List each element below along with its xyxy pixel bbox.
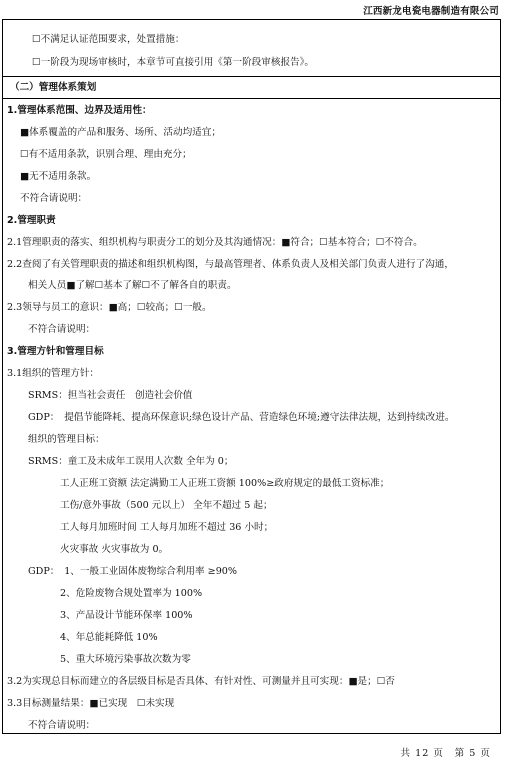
text-line: SRMS：担当社会责任 创造社会价值 <box>28 390 193 401</box>
text-line: 5、重大环境污染事故次数为零 <box>60 654 191 665</box>
text-line: 相关人员■了解☐基本了解☐不了解各自的职责。 <box>28 280 237 291</box>
text-line: ☐不满足认证范围要求，处置措施： <box>32 34 185 45</box>
section-heading: （二）管理体系策划 <box>10 82 97 93</box>
text-line: 工人正班工资额 法定满勤工人正班工资额 100%≥政府规定的最低工资标准； <box>60 478 390 489</box>
page-indicator: 共 12 页 第 5 页 <box>400 748 491 759</box>
text-line: GDP： 1、一般工业固体废物综合利用率 ≥90% <box>28 566 238 577</box>
text-line: 3、产品设计节能环保率 100% <box>60 610 193 621</box>
text-line: 4、年总能耗降低 10% <box>60 632 158 643</box>
text-line: SRMS：童工及未成年工误用人次数 全年为 0； <box>28 456 234 467</box>
divider-top <box>3 76 500 77</box>
report-frame <box>2 19 501 734</box>
text-line: 3.2为实现总目标而建立的各层级目标是否具体、有针对性、可测量并且可实现：■是；☐否 <box>7 676 395 687</box>
text-line: 2.1管理职责的落实、组织机构与职责分工的划分及其沟通情况：■符合；☐基本符合；☐不符合。 <box>7 237 423 248</box>
text-line: 工伤/意外事故（500 元以上） 全年不超过 5 起； <box>60 500 273 511</box>
text-line: 不符合请说明： <box>20 193 88 204</box>
text-line: 2、危险废物合规处置率为 100% <box>60 588 203 599</box>
text-line: ☐一阶段为现场审核时，本章节可直接引用《第一阶段审核报告》。 <box>32 57 315 68</box>
subsection-heading: 1.管理体系范围、边界及适用性： <box>7 105 152 116</box>
text-line: 不符合请说明： <box>28 324 96 335</box>
text-line: ☐有不适用条款，识别合理、理由充分； <box>20 149 192 160</box>
company-name: 江西新龙电瓷电器制造有限公司 <box>363 6 499 17</box>
divider-section <box>3 98 500 99</box>
text-line: 2.2查阅了有关管理职责的描述和组织机构图，与最高管理者、体系负责人及相关部门负责人进行了沟通， <box>7 259 454 270</box>
text-line: 火灾事故 火灾事故为 0。 <box>60 544 169 555</box>
text-line: GDP： 提倡节能降耗、提高环保意识;绿色设计产品、营造绿色环境;遵守法律法规，达到持续改进。 <box>28 412 455 423</box>
text-line: 组织的管理目标： <box>28 434 105 445</box>
text-line: ■体系覆盖的产品和服务、场所、活动均适宜； <box>20 127 221 138</box>
text-line: 3.3目标测量结果：■已实现 ☐未实现 <box>7 698 175 709</box>
text-line: 不符合请说明： <box>28 720 96 731</box>
text-line: 工人每月加班时间 工人每月加班不超过 36 小时； <box>60 522 274 533</box>
text-line: 3.1组织的管理方针： <box>7 368 100 379</box>
text-line: 2.3领导与员工的意识：■高；☐较高；☐一般。 <box>7 302 212 313</box>
subsection-heading: 2.管理职责 <box>7 215 56 226</box>
subsection-heading: 3.管理方针和管理目标 <box>7 346 104 357</box>
text-line: ■无不适用条款。 <box>20 171 97 182</box>
